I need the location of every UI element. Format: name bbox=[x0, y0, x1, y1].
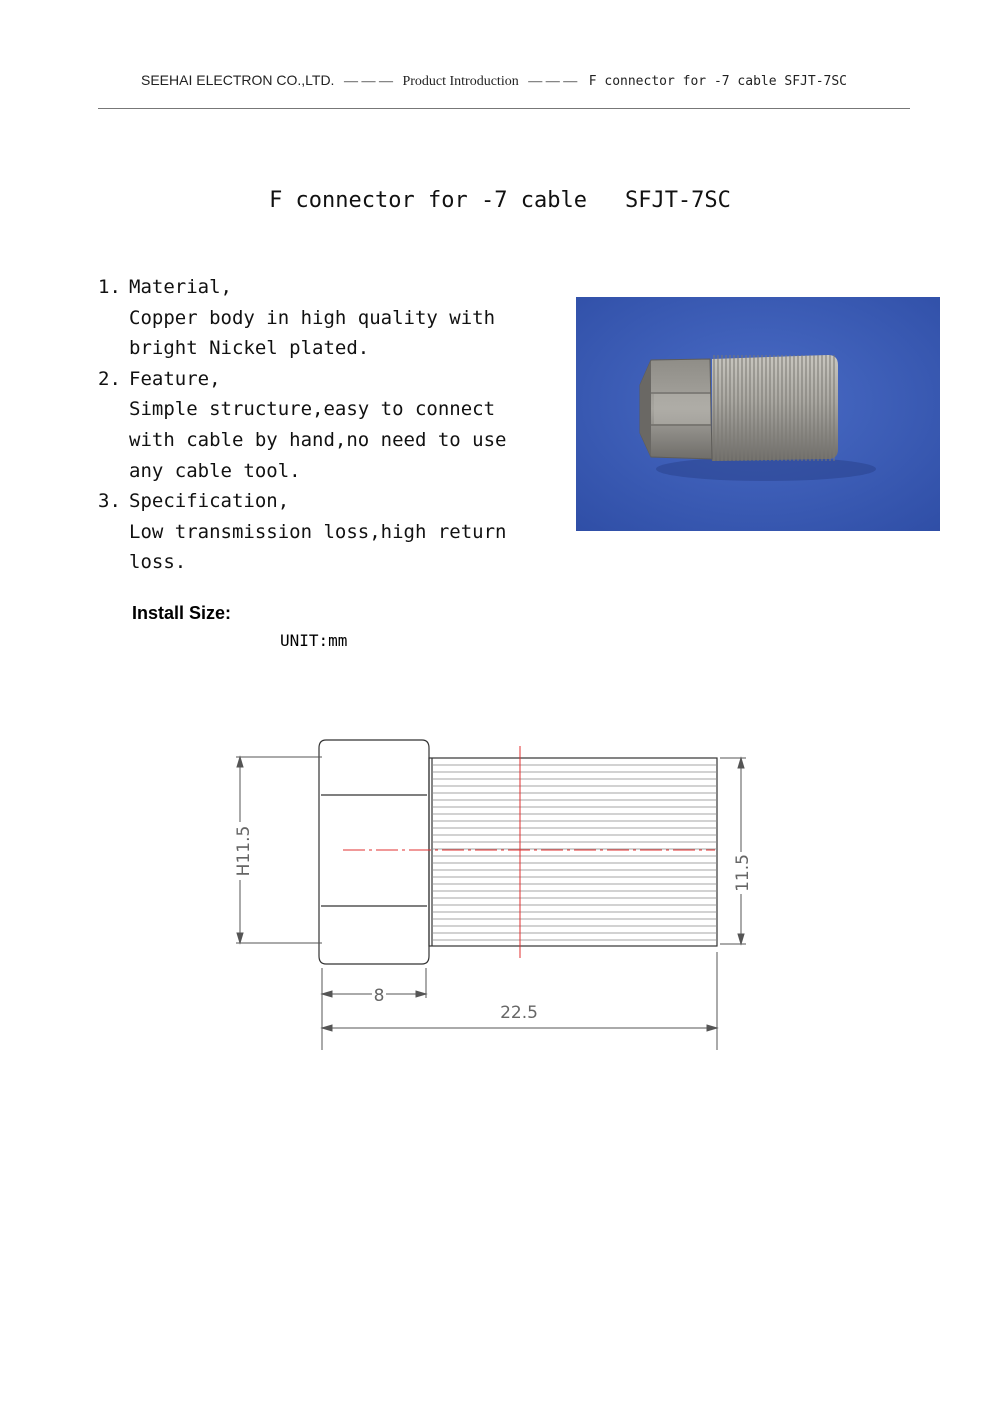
header-separator: — — — bbox=[343, 74, 393, 89]
dim-diameter-label: 11.5 bbox=[733, 854, 753, 892]
feature-line: Low transmission loss,high return bbox=[129, 520, 507, 543]
feature-heading: Material, bbox=[129, 276, 232, 298]
feature-number: 1. bbox=[98, 276, 121, 298]
feature-number: 2. bbox=[98, 367, 121, 390]
feature-heading: Feature, bbox=[129, 367, 221, 390]
dim-total-length-label: 22.5 bbox=[500, 1003, 538, 1023]
feature-number: 3. bbox=[98, 490, 121, 513]
feature-line: any cable tool. bbox=[129, 459, 301, 482]
dim-hex-length-label: 8 bbox=[373, 986, 385, 1006]
install-size-label: Install Size: bbox=[132, 603, 232, 623]
header-rule bbox=[98, 108, 910, 109]
header-product: F connector for -7 cable SFJT-7SC bbox=[588, 74, 847, 89]
product-photo bbox=[576, 297, 940, 531]
header-section: Product Introduction bbox=[402, 74, 519, 89]
feature-item bbox=[98, 272, 538, 364]
dimension-lines bbox=[236, 757, 746, 1050]
page-title bbox=[0, 188, 1000, 213]
feature-heading: Specification, bbox=[129, 490, 290, 513]
feature-line: bright Nickel plated. bbox=[129, 337, 370, 360]
feature-line: Simple structure,easy to connect bbox=[129, 398, 496, 421]
product-name: F connector for -7 cable bbox=[269, 188, 587, 213]
feature-line: Copper body in high quality with bbox=[129, 306, 496, 329]
feature-list bbox=[98, 272, 538, 578]
knurl-lines bbox=[432, 765, 717, 940]
company-name: SEEHAI ELECTRON CO.,LTD. bbox=[141, 72, 335, 88]
feature-line: loss. bbox=[129, 551, 187, 574]
dim-hex-label: H11.5 bbox=[234, 825, 254, 877]
feature-item bbox=[98, 486, 538, 578]
page-header bbox=[141, 72, 847, 90]
header-separator: — — — bbox=[528, 74, 578, 89]
feature-item bbox=[98, 364, 538, 486]
unit-label: UNIT:mm bbox=[280, 631, 348, 650]
connector-outline bbox=[319, 740, 717, 964]
feature-line: with cable by hand,no need to use bbox=[129, 428, 507, 451]
product-code: SFJT-7SC bbox=[624, 188, 731, 213]
dimension-drawing bbox=[200, 720, 780, 1080]
